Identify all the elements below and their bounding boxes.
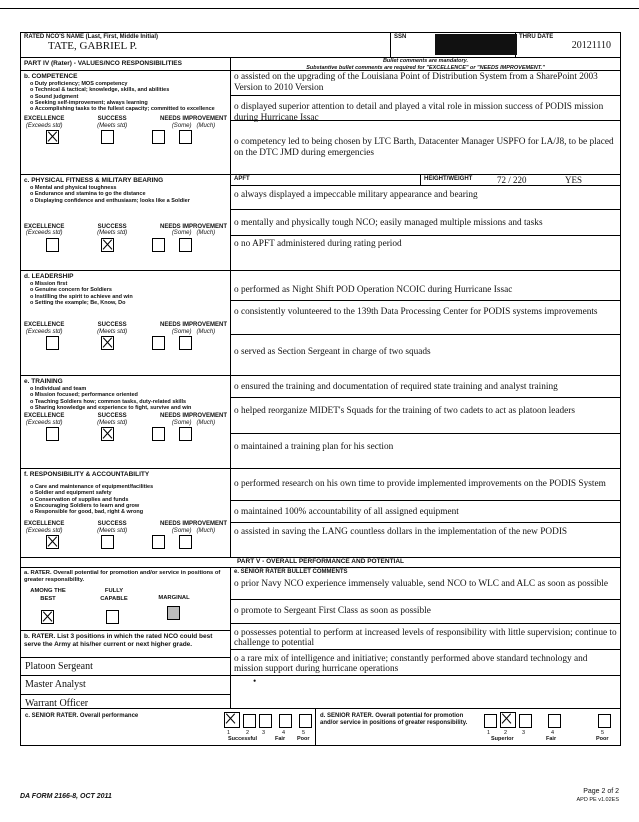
criteria-item: o Mission focused; performance oriented: [30, 392, 227, 398]
ni-some: (Some): [171, 527, 192, 534]
ni-much: (Much): [196, 122, 216, 129]
ni-much: (Much): [196, 328, 216, 335]
criteria-item: o Accomplishing tasks to the fullest capacity; committed to excellence: [30, 106, 227, 112]
criteria-item: o Setting the example; Be, Know, Do: [30, 300, 227, 306]
criteria-item: o Endurance and stamina to go the distance: [30, 191, 227, 197]
criteria-list: [30, 185, 227, 204]
sr-pot-box-4[interactable]: [548, 714, 561, 728]
sr-perf-box-1[interactable]: [224, 712, 240, 728]
ni-some-checkbox[interactable]: [152, 427, 165, 441]
ni-much-checkbox[interactable]: [179, 238, 192, 252]
perf-num-2: 2: [246, 730, 250, 736]
excellence-checkbox[interactable]: [46, 535, 59, 549]
success-label: SUCCESS: [97, 521, 127, 528]
perf-fair: Fair: [275, 736, 286, 742]
sr-performance: [21, 709, 316, 745]
part4-title: PART IV (Rater) - VALUES/NCO RESPONSIBILITIES: [21, 58, 231, 70]
perf-successful: Successful: [228, 736, 258, 742]
rating-scale: [24, 322, 227, 335]
bullet-comment[interactable]: o competency led to being chosen by LTC Barth, Datacenter Manager USPFO for LA/J8, to be placed on the DTC JMD during emergencies: [234, 137, 614, 158]
part4-note-substantive: Substantive bullet comments are required for "EXCELLENCE" or "NEEDS IMPROVEMENT.": [306, 64, 545, 71]
excellence-label: EXCELLENCE: [24, 223, 65, 230]
criteria-item: o Technical & tactical; knowledge, skills, and abilities: [30, 87, 227, 93]
bullet-comment[interactable]: o no APFT administered during rating period: [234, 239, 402, 249]
perf-poor: Poor: [297, 736, 310, 742]
bullet-comment[interactable]: o helped reorganize MIDET's Squads for the training of two cadets to act as platoon leaders: [231, 398, 620, 434]
section-training: [21, 376, 620, 469]
rated-name-cell[interactable]: [21, 33, 391, 57]
excellence-label: EXCELLENCE: [24, 521, 65, 528]
ssn-cell[interactable]: [391, 33, 516, 57]
apft-row: [231, 175, 620, 186]
criteria-list: [30, 281, 227, 306]
pot-num-5: 5: [601, 730, 605, 736]
excellence-checkbox[interactable]: [46, 336, 59, 350]
bullet-comment[interactable]: o served as Section Sergeant in charge of two squads: [234, 347, 431, 357]
success-checkbox[interactable]: [101, 336, 114, 350]
section-responsibility: [21, 469, 620, 558]
sr-bullet-comment[interactable]: •: [253, 676, 257, 687]
part4-notes: [231, 58, 620, 70]
sr-bullet-comment[interactable]: o prior Navy NCO experience immensely valuable, send NCO to WLC and ALC as soon as possible: [231, 578, 620, 600]
among-best-checkbox[interactable]: [41, 610, 54, 624]
sr-perf-box-4[interactable]: [279, 714, 292, 728]
page-number: Page 2 of 2: [583, 788, 619, 795]
criteria-list: [30, 386, 227, 411]
ni-some-checkbox[interactable]: [152, 535, 165, 549]
rating-scale: [24, 224, 227, 237]
criteria-item: o Duty proficiency; MOS competency: [30, 81, 227, 87]
among-best-label: AMONG THE BEST: [30, 588, 66, 602]
sr-pot-box-1[interactable]: [484, 714, 497, 728]
ssn-label: SSN: [394, 34, 407, 40]
rating-scale: [24, 413, 227, 426]
bullet-comment[interactable]: o performed as Night Shift POD Operation NCOIC during Hurricane Issac: [231, 271, 620, 301]
position-entry[interactable]: Warrant Officer: [25, 698, 89, 709]
rater-potential-label: a. RATER. Overall potential for promotion and/or service in positions of greater responsibility.: [24, 570, 221, 583]
criteria-item: o Teaching Soldiers how; common tasks, duty-related skills: [30, 399, 227, 405]
ni-some: (Some): [171, 419, 192, 426]
success-checkbox[interactable]: [101, 427, 114, 441]
sr-pot-box-5[interactable]: [598, 714, 611, 728]
criteria-item: o Soldier and equipment safety: [30, 490, 227, 496]
sr-bullet-comment[interactable]: o a rare mix of intelligence and initiative; constantly performed above standard technology and mission support during hurricane operations: [231, 650, 620, 676]
excellence-sub: (Exceeds std): [25, 122, 63, 129]
thru-date-cell[interactable]: [516, 33, 620, 57]
bullet-comment[interactable]: o mentally and physically tough NCO; easily managed multiple missions and tasks: [231, 210, 620, 236]
height-weight-label: HEIGHT/WEIGHT: [424, 176, 473, 182]
section-physical-fitness: [21, 175, 620, 271]
sr-bullet-label: e. SENIOR RATER BULLET COMMENTS: [234, 569, 348, 575]
perf-num-3: 3: [262, 730, 266, 736]
excellence-checkbox[interactable]: [46, 130, 59, 144]
needs-improvement-label: NEEDS IMPROVEMENT: [159, 223, 227, 230]
sr-performance-label: c. SENIOR RATER. Overall performance: [25, 713, 139, 719]
height-weight-compliance: YES: [565, 175, 583, 185]
ni-much: (Much): [196, 419, 216, 426]
ni-some: (Some): [171, 230, 192, 237]
needs-improvement-label: NEEDS IMPROVEMENT: [159, 116, 227, 123]
excellence-sub: (Exceeds std): [25, 527, 63, 534]
criteria-item: o Instilling the spirit to achieve and win: [30, 294, 227, 300]
sr-potential-label: d. SENIOR RATER. Overall potential for promotion and/or service in positions of greater responsibility.: [320, 713, 468, 726]
success-label: SUCCESS: [97, 322, 127, 329]
excellence-label: EXCELLENCE: [24, 413, 65, 420]
excellence-label: EXCELLENCE: [24, 116, 65, 123]
ncoer-form: [20, 32, 621, 746]
sr-perf-box-5[interactable]: [299, 714, 312, 728]
sr-perf-box-2[interactable]: [243, 714, 256, 728]
ni-some: (Some): [171, 328, 192, 335]
height-weight-value: 72 / 220: [497, 175, 527, 185]
bullet-comment[interactable]: o consistently volunteered to the 139th Data Processing Center for PODIS systems improvements: [231, 301, 620, 335]
ni-some: (Some): [171, 122, 192, 129]
apft-label: APFT: [231, 175, 421, 185]
position-entry[interactable]: Platoon Sergeant: [21, 658, 230, 676]
sr-bullet-comment[interactable]: o promote to Sergeant First Class as soon as possible: [231, 600, 620, 624]
criteria-item: o Sharing knowledge and experience to fight, survive and win: [30, 405, 227, 411]
ni-much-checkbox[interactable]: [179, 130, 192, 144]
ni-some-checkbox[interactable]: [152, 238, 165, 252]
criteria-list: [30, 484, 227, 515]
rater-positions-label: b. RATER. List 3 positions in which the rated NCO could best serve the Army at his/her current or next higher grade.: [21, 631, 230, 658]
needs-improvement-label: NEEDS IMPROVEMENT: [159, 521, 227, 528]
criteria-item: o Conservation of supplies and funds: [30, 497, 227, 503]
criteria-item: o Displaying confidence and enthusiasm; looks like a Soldier: [30, 198, 227, 204]
excellence-sub: (Exceeds std): [25, 328, 63, 335]
marginal-checkbox[interactable]: [167, 606, 180, 620]
success-checkbox[interactable]: [101, 130, 114, 144]
criteria-item: o Responsible for good, bad, right & wrong: [30, 509, 227, 515]
part4-note-mandatory: Bullet comments are mandatory.: [382, 58, 469, 64]
bullet-comment[interactable]: o maintained a training plan for his section: [234, 442, 394, 452]
sr-pot-box-2[interactable]: [500, 712, 516, 728]
part5-body: [21, 568, 620, 709]
rated-name-value: TATE, GABRIEL P.: [48, 40, 138, 52]
success-sub: (Meets std): [97, 527, 128, 534]
criteria-item: o Mental and physical toughness: [30, 185, 227, 191]
pot-superior: Superior: [491, 736, 514, 742]
success-sub: (Meets std): [97, 419, 128, 426]
bullet-comment[interactable]: o ensured the training and documentation of required state training and analyst training: [231, 376, 620, 398]
fully-capable-label: FULLY CAPABLE: [100, 588, 128, 602]
ni-much-checkbox[interactable]: [179, 535, 192, 549]
perf-num-5: 5: [302, 730, 306, 736]
pot-num-4: 4: [551, 730, 555, 736]
sr-potential: [316, 709, 620, 745]
criteria-item: o Mission first: [30, 281, 227, 287]
section-title: e. TRAINING: [24, 378, 63, 385]
rating-scale: [24, 521, 227, 534]
sr-bullet-comment[interactable]: o possesses potential to perform at increased levels of responsibility with little supervision; continue to challenge to potential: [231, 624, 620, 650]
excellence-sub: (Exceeds std): [25, 419, 63, 426]
bullet-comment[interactable]: o displayed superior attention to detail and played a vital role in mission success of PODIS mission during Hurricane Issac: [231, 96, 620, 121]
fully-capable-checkbox[interactable]: [106, 610, 119, 624]
perf-num-1: 1: [227, 730, 231, 736]
bullet-comment[interactable]: o performed research on his own time to provide implemented improvements on the PODIS System: [231, 469, 620, 501]
bullet-comment[interactable]: o always displayed a impeccable military appearance and bearing: [231, 186, 620, 210]
thru-date-label: THRU DATE: [519, 34, 554, 40]
criteria-item: o Sound judgment: [30, 94, 227, 100]
part5-title: PART V - OVERALL PERFORMANCE AND POTENTIAL: [21, 558, 620, 568]
criteria-item: o Encouraging Soldiers to learn and grow: [30, 503, 227, 509]
criteria-item: o Individual and team: [30, 386, 227, 392]
bullet-comment[interactable]: o maintained 100% accountability of all assigned equipment: [231, 501, 620, 523]
section-competence: [21, 71, 620, 175]
ssn-redaction: [435, 34, 517, 55]
success-sub: (Meets std): [97, 230, 128, 237]
success-label: SUCCESS: [97, 413, 127, 420]
rating-scale: [24, 116, 227, 129]
success-sub: (Meets std): [97, 122, 128, 129]
section-leadership: [21, 271, 620, 376]
excellence-checkbox[interactable]: [46, 427, 59, 441]
criteria-item: o Seeking self-improvement; always learning: [30, 100, 227, 106]
bullet-comment[interactable]: o assisted on the upgrading of the Louisiana Point of Distribution System from a SharePoint 2003 Version to 2010 Version: [231, 71, 620, 96]
pot-num-1: 1: [487, 730, 491, 736]
success-checkbox[interactable]: [101, 535, 114, 549]
position-entry[interactable]: Master Analyst: [21, 676, 230, 695]
sr-pot-box-3[interactable]: [519, 714, 532, 728]
pot-fair: Fair: [546, 736, 557, 742]
needs-improvement-label: NEEDS IMPROVEMENT: [159, 322, 227, 329]
criteria-list: [30, 81, 227, 112]
thru-date-value: 20121110: [571, 40, 611, 51]
rater-potential: [21, 568, 230, 631]
marginal-label: MARGINAL: [158, 595, 190, 601]
success-checkbox[interactable]: [101, 238, 114, 252]
ni-much: (Much): [196, 230, 216, 237]
excellence-label: EXCELLENCE: [24, 322, 65, 329]
pot-num-2: 2: [504, 730, 508, 736]
criteria-item: o Care and maintenance of equipment/facilities: [30, 484, 227, 490]
top-rule: [0, 8, 639, 9]
excellence-sub: (Exceeds std): [25, 230, 63, 237]
senior-rater-row: [21, 709, 620, 745]
pot-num-3: 3: [522, 730, 526, 736]
section-title: b. COMPETENCE: [24, 73, 78, 80]
ni-some-checkbox[interactable]: [152, 336, 165, 350]
ni-much-checkbox[interactable]: [179, 427, 192, 441]
perf-num-4: 4: [282, 730, 286, 736]
success-sub: (Meets std): [97, 328, 128, 335]
version-label: APD PE v1.02ES: [576, 797, 619, 803]
ni-some-checkbox[interactable]: [152, 130, 165, 144]
section-title: c. PHYSICAL FITNESS & MILITARY BEARING: [24, 177, 164, 184]
rated-name-label: RATED NCO'S NAME (Last, First, Middle Initial): [24, 34, 158, 40]
success-label: SUCCESS: [97, 116, 127, 123]
needs-improvement-label: NEEDS IMPROVEMENT: [159, 413, 227, 420]
excellence-checkbox[interactable]: [46, 238, 59, 252]
sr-perf-box-3[interactable]: [259, 714, 272, 728]
section-title: f. RESPONSIBILITY & ACCOUNTABILITY: [24, 471, 150, 478]
criteria-item: o Genuine concern for Soldiers: [30, 287, 227, 293]
form-number: DA FORM 2166-8, OCT 2011: [20, 793, 112, 800]
ni-much-checkbox[interactable]: [179, 336, 192, 350]
ni-much: (Much): [196, 527, 216, 534]
success-label: SUCCESS: [97, 223, 127, 230]
section-title: d. LEADERSHIP: [24, 273, 74, 280]
pot-poor: Poor: [596, 736, 609, 742]
bullet-comment[interactable]: o assisted in saving the LANG countless dollars in the implementation of the new PODIS: [234, 527, 568, 537]
